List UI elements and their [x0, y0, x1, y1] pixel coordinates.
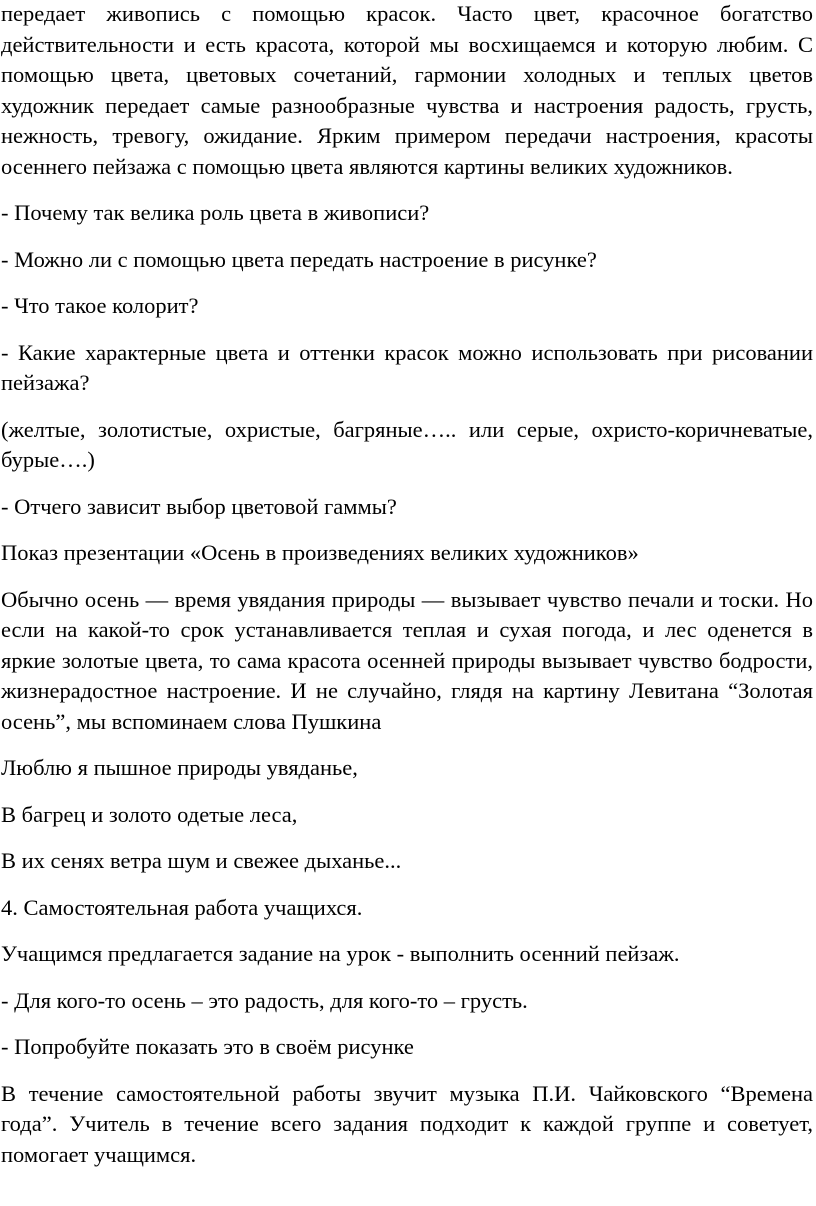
presentation-line: Показ презентации «Осень в произведениях великих художников» — [1, 540, 639, 565]
question-color-gamut: - Отчего зависит выбор цветовой гаммы? — [1, 493, 397, 519]
poem-line-3: В их сенях ветра шум и свежее дыханье... — [1, 848, 402, 873]
section-heading-independent-work: 4. Самостоятельная работа учащихся. — [1, 894, 363, 920]
music-paragraph: В течение самостоятельной работы звучит музыка П.И. Чайковского “Времена года”. Учитель в течение всего задания подходит к каждой группе и советует, помогает учащимся. — [1, 1080, 813, 1167]
intro-paragraph: передает живопись с помощью красок. Часто цвет, красочное богатство действительности и есть красота, которой мы восхищаемся и которую любим. С помощью цвета, цветовых сочетаний, гармонии холодных и теплых цветов художник передает самые разнообразные чувства и настроения радость, грусть, нежность, тревогу, ожидание. Ярким примером передачи настроения, красоты осеннего пейзажа с помощью цвета являются картины великих художников. — [1, 1, 813, 179]
answer-colors-list: (желтые, золотистые, охристые, багряные….. или серые, охристо-коричневатые, бурые….) — [1, 416, 813, 472]
poem-line-2: В багрец и золото одетые леса, — [1, 801, 298, 827]
question-color-role: - Почему так велика роль цвета в живописи? — [1, 200, 430, 225]
question-colorit: - Что такое колорит? — [1, 293, 199, 318]
autumn-paragraph: Обычно осень — время увядания природы — вызывает чувство печали и тоски. Но если на какой-то срок устанавливается теплая и сухая погода, и лес оденется в яркие золотые цвета, то сама красота осенней природы вызывает чувство бодрости, жизнерадостное настроение. И не случайно, глядя на картину Левитана “Золотая осень”, мы вспоминаем слова Пушкина — [1, 586, 813, 734]
question-mood: - Можно ли с помощью цвета передать настроение в рисунке? — [1, 246, 597, 272]
task-line: Учащимся предлагается задание на урок - выполнить осенний пейзаж. — [1, 941, 680, 966]
autumn-joy-sadness-line: - Для кого-то осень – это радость, для кого-то – грусть. — [1, 987, 528, 1013]
poem-line-1: Люблю я пышное природы увяданье, — [1, 755, 358, 780]
try-show-line: - Попробуйте показать это в своём рисунке — [1, 1034, 414, 1059]
question-landscape-colors: - Какие характерные цвета и оттенки красок можно использовать при рисовании пейзажа? — [1, 339, 813, 395]
